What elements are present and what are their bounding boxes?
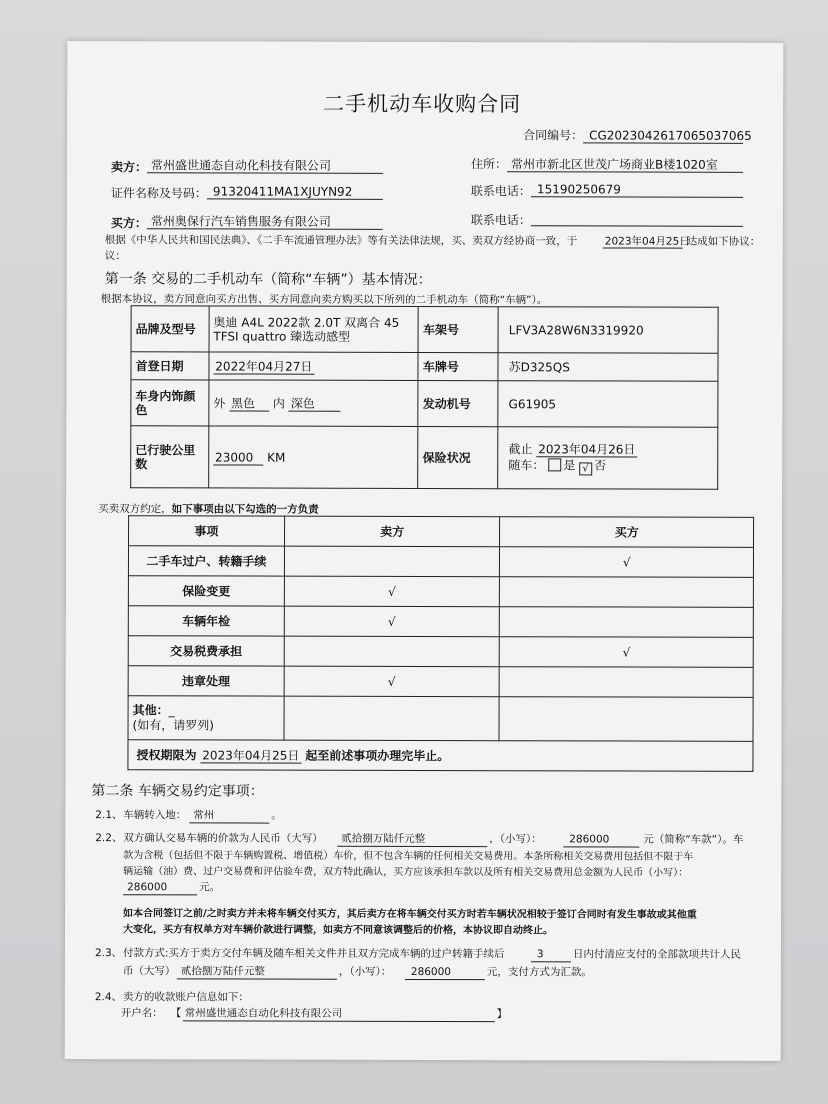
c22-l1-upper: 贰拾捌万陆仟元整 [341, 832, 426, 846]
insurance-until: 2023年04月26日 [536, 442, 637, 457]
duty-row-buyer [500, 667, 754, 698]
duty-row-seller [284, 636, 500, 667]
duty-row-item: 保险变更 [128, 576, 284, 606]
buyer-label: 买方： [110, 216, 147, 231]
duty-row-seller: √ [284, 666, 500, 697]
duty-row-buyer [500, 577, 754, 608]
other-value: _ [168, 702, 175, 717]
other-buyer-cell [499, 697, 753, 742]
c21-num: 2.1、 [95, 809, 123, 822]
duty-row-buyer: √ [500, 547, 754, 578]
buyer-value: 常州奥保行汽车销售服务有限公司 [150, 214, 331, 229]
bold-para-l1: 如本合同签订之前/之时卖方并未将车辆交付买方，其后卖方在将车辆交付买方时若车辆状况相较于签订合同时有发生事故或其他重 [123, 908, 697, 921]
reg-label: 首登日期 [131, 352, 209, 380]
duty-row-buyer: √ [500, 637, 754, 668]
page-title: 二手机动车收购合同 [323, 91, 522, 117]
c22-num: 2.2、 [95, 832, 123, 845]
c22-l4-num: 286000 [127, 881, 168, 894]
other-hint: (如有，请罗列) [132, 717, 214, 732]
c23-l2a: 币（大写） [122, 965, 176, 978]
other-seller-cell [284, 696, 500, 741]
duty-note-pre: 买卖双方约定， [98, 503, 172, 516]
article1-note: 根据本协议，卖方同意向买方出售、买方同意向卖方购买以下所列的二手机动车（简称“车辆”）。 [100, 293, 548, 307]
seller-value: 常州盛世通态自动化科技有限公司 [150, 158, 332, 173]
bold-para-l2: 大变化，买方有权单方对车辆价款进行调整，如卖方不同意该调整后的价格，本协议即自动终止。 [122, 924, 554, 937]
phone2-label: 联系电话： [470, 213, 531, 228]
article1-title: 第一条 交易的二手机动车（简称“车辆”）基本情况： [104, 271, 432, 289]
duty-row-item: 交易税费承担 [128, 636, 284, 666]
vehicle-table [130, 305, 718, 490]
phone1-value: 15190250679 [536, 182, 621, 197]
duty-header-item: 事项 [129, 516, 285, 546]
brand-value: 奥迪 A4L 2022款 2.0T 双离合 45 TFSI quattro 臻选动感型 [209, 306, 419, 353]
engine-label: 发动机号 [418, 380, 498, 426]
c23-num: 2.3、 [94, 947, 123, 960]
brand-label: 品牌及型号 [131, 306, 209, 352]
vin-value: LFV3A28W6N3319920 [498, 307, 718, 354]
duty-note-bold: 如下事项由以下勾选的一方负责 [171, 503, 319, 516]
yes-label: 是 [563, 457, 576, 472]
c22-l1c: 元（简称“车款”）。车 [643, 833, 744, 846]
phone1-label: 联系电话： [470, 184, 531, 199]
seller-address-value: 常州市新北区世茂广场商业B楼1020室 [510, 157, 718, 172]
plate-value: 苏D325QS [498, 353, 718, 382]
c22-l2: 款为含税（包括但不限于车辆购置税、增值税）车价，但不包含车辆的任何相关交易费用。本条所称相关交易费用包括但不限于车 [123, 850, 694, 863]
c24-l1: 卖方的收款账户信息如下： [122, 991, 249, 1004]
mileage-value: 23000 [213, 450, 263, 465]
seller-label: 卖方： [110, 160, 148, 175]
c22-l4-post: 元。 [199, 881, 221, 894]
intro-line2: 议： [104, 250, 126, 263]
duty-row-seller: √ [284, 606, 500, 637]
c23-l1b: 日内付清应支付的全部款项共计人民 [572, 948, 741, 961]
c21-value: 常州 [193, 809, 215, 822]
duty-header-buyer: 买方 [500, 517, 754, 548]
contract-no-value: CG2023042617065037065 [589, 128, 752, 143]
reg-value: 2022年04月27日 [213, 359, 314, 374]
insurance-until-pre: 截止 [508, 441, 533, 456]
other-label: 其他： [132, 702, 169, 717]
c24-num: 2.4、 [94, 991, 123, 1004]
insurance-label: 保险状况 [418, 426, 498, 488]
c23-l2c: 元，支付方式为汇款。 [486, 966, 592, 979]
plate-label: 车牌号 [418, 352, 498, 380]
c23-l2-num: 286000 [410, 965, 452, 979]
duty-row-item: 二手车过户、转籍手续 [128, 546, 284, 576]
engine-value: G61905 [498, 381, 718, 428]
auth-post: 起至前述事项办理完毕止。 [305, 748, 450, 763]
account-value: 常州盛世通态自动化科技有限公司 [184, 1007, 343, 1020]
account-label: 开户名： [120, 1007, 163, 1020]
duty-header-seller: 卖方 [284, 516, 500, 547]
c21-pre: 车辆转入地： [123, 809, 187, 822]
id-doc-value: 91320411MA1XJUYN92 [212, 184, 353, 199]
intro-date: 2023年04月25日 [604, 235, 690, 248]
exterior-value: 黑色 [229, 396, 269, 411]
yes-checkbox[interactable] [548, 458, 561, 471]
no-label: 否 [594, 457, 607, 472]
vin-label: 车架号 [418, 306, 498, 352]
auth-pre: 授权期限为 [136, 747, 197, 762]
bracket-open: 【 [170, 1007, 182, 1020]
duty-table [127, 515, 754, 772]
duty-row-seller [284, 546, 500, 577]
c23-l1a: 付款方式:买方于卖方交付车辆及随车相关文件并且双方完成车辆的过户转籍手续后 [122, 947, 505, 961]
c22-l3: 辆运输（油）费、过户交易费和评估验车费，双方特此确认，买方应该承担车款以及所有相关交易费用总金额为人民币（小写）： [123, 866, 689, 879]
mileage-unit: KM [267, 450, 286, 465]
interior-value: 深色 [289, 396, 341, 411]
c23-l2b: ，（小写）： [338, 965, 392, 978]
c22-l1a: 双方确认交易车辆的价款为人民币（大写） [123, 832, 323, 845]
no-checkbox[interactable]: √ [579, 462, 592, 475]
duty-row-item: 车辆年检 [128, 606, 284, 636]
interior-label: 内 [272, 396, 285, 411]
with-car-label: 随车： [508, 457, 545, 472]
color-label: 车身内饰颜色 [131, 380, 209, 426]
intro-post: 达成如下协议： [686, 235, 761, 248]
c21-post: 。 [271, 809, 282, 822]
c22-l1b: ，（小写）： [489, 833, 542, 846]
contract-page [65, 41, 784, 1061]
auth-date: 2023年04月25日 [200, 748, 301, 763]
duty-row-item: 违章处理 [128, 666, 284, 696]
intro-pre: 根据《中华人民共和国民法典》、《二手车流通管理办法》等有关法律法规，买、卖双方经协商一致，于 [104, 234, 578, 248]
article2-title: 第二条 车辆交易约定事项： [91, 783, 264, 800]
bracket-close: 】 [496, 1008, 508, 1021]
contract-no-label: 合同编号： [523, 128, 584, 143]
duty-row-seller: √ [284, 576, 500, 607]
c23-days: 3 [536, 948, 544, 961]
c23-l2-upper: 贰拾捌万陆仟元整 [180, 965, 265, 978]
seller-address-label: 住所： [470, 157, 508, 172]
c22-l1-num: 286000 [569, 833, 610, 846]
id-doc-label: 证件名称及号码： [110, 186, 207, 201]
duty-row-buyer [500, 607, 754, 638]
exterior-label: 外 [213, 395, 226, 410]
mileage-label: 已行驶公里数 [131, 426, 209, 488]
